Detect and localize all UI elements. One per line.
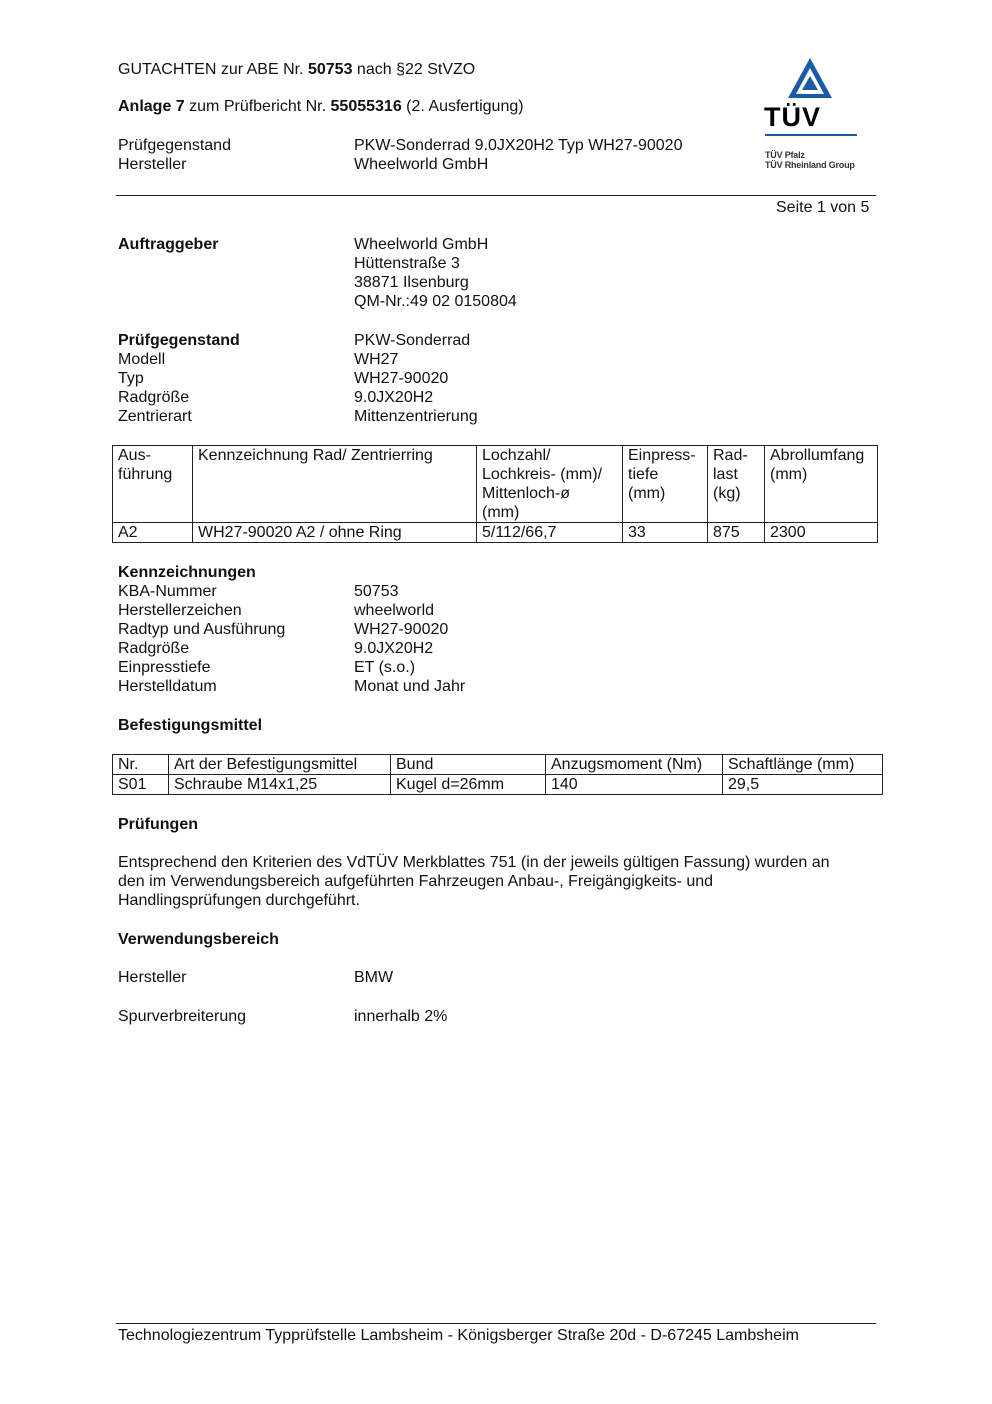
pg-label-2: Typ <box>118 370 144 387</box>
auftraggeber-label: Auftraggeber <box>118 236 219 253</box>
tuv-logo-sub1: TÜV Pfalz <box>765 150 805 160</box>
pg-label-4: Zentrierart <box>118 408 192 425</box>
header-hersteller-value: Wheelworld GmbH <box>354 156 489 173</box>
kz-label-3: Radgröße <box>118 640 190 657</box>
header-pruefgegenstand-label: Prüfgegenstand <box>118 137 231 154</box>
kz-label-4: Einpresstiefe <box>118 659 211 676</box>
pg-value-0: PKW-Sonderrad <box>354 332 471 349</box>
vb-spur-label: Spurverbreiterung <box>118 1008 247 1025</box>
verwendungsbereich-title: Verwendungsbereich <box>118 931 279 948</box>
kz-value-5: Monat und Jahr <box>354 678 466 695</box>
wheel-table <box>112 445 878 543</box>
kz-value-2: WH27-90020 <box>354 621 449 638</box>
pg-value-4: Mittenzentrierung <box>354 408 478 425</box>
wheel-th-kennzeichnung: Kennzeichnung Rad/ Zentrierring <box>193 446 477 523</box>
wheel-th-abrollumfang: Abrollumfang (mm) <box>765 446 878 523</box>
vb-hersteller-value: BMW <box>354 969 394 986</box>
tuv-logo <box>762 56 862 176</box>
header-line-1: GUTACHTEN zur ABE Nr. 50753 nach §22 StVZO <box>118 61 476 78</box>
auftraggeber-line-3: 38871 Ilsenburg <box>354 274 469 291</box>
bef-th: Bund <box>391 755 546 775</box>
kz-value-1: wheelworld <box>354 602 435 619</box>
pruefungen-line-3: Handlingsprüfungen durchgeführt. <box>118 892 360 909</box>
kennzeichnungen-title: Kennzeichnungen <box>118 564 256 581</box>
bef-cell: 140 <box>546 775 723 795</box>
tuv-logo-sub2: TÜV Rheinland Group <box>765 160 855 170</box>
wheel-th-radlast: Rad- last (kg) <box>708 446 765 523</box>
header-pruefgegenstand-value: PKW-Sonderrad 9.0JX20H2 Typ WH27-90020 <box>354 137 683 154</box>
befestigung-table-header <box>113 755 883 775</box>
pg-value-3: 9.0JX20H2 <box>354 389 434 406</box>
bef-th: Schaftlänge (mm) <box>723 755 883 775</box>
wheel-th-ausfuehrung: Aus- führung <box>113 446 193 523</box>
page-number: Seite 1 von 5 <box>776 199 870 216</box>
wheel-cell: 2300 <box>765 523 878 543</box>
tuv-logo-text: TÜV <box>764 102 821 132</box>
bef-th: Nr. <box>113 755 169 775</box>
vb-hersteller-label: Hersteller <box>118 969 187 986</box>
pg-value-2: WH27-90020 <box>354 370 449 387</box>
wheel-th-lochzahl: Lochzahl/ Lochkreis- (mm)/ Mittenloch-ø (mm) <box>477 446 623 523</box>
befestigung-table-row <box>113 775 883 795</box>
pruefungen-line-2: den im Verwendungsbereich aufgeführten Fahrzeugen Anbau-, Freigängigkeits- und <box>118 873 714 890</box>
auftraggeber-line-1: Wheelworld GmbH <box>354 236 489 253</box>
pruefungen-title: Prüfungen <box>118 816 198 833</box>
header-hersteller-label: Hersteller <box>118 156 187 173</box>
kz-label-0: KBA-Nummer <box>118 583 217 600</box>
vb-spur-value: innerhalb 2% <box>354 1008 448 1025</box>
kz-value-0: 50753 <box>354 583 399 600</box>
header-line-2: Anlage 7 zum Prüfbericht Nr. 55055316 (2. Ausfertigung) <box>118 98 524 115</box>
pg-label-3: Radgröße <box>118 389 190 406</box>
wheel-cell: WH27-90020 A2 / ohne Ring <box>193 523 477 543</box>
footer-divider <box>116 1323 876 1324</box>
befestigung-title: Befestigungsmittel <box>118 717 263 734</box>
tuv-triangle-icon <box>786 56 834 100</box>
footer-text: Technologiezentrum Typprüfstelle Lambsheim - Königsberger Straße 20d - D-67245 Lambsheim <box>118 1327 799 1344</box>
bef-th: Art der Befestigungsmittel <box>169 755 391 775</box>
pruefungen-line-1: Entsprechend den Kriterien des VdTÜV Merkblattes 751 (in der jeweils gültigen Fassung) wurden an <box>118 854 830 871</box>
bef-cell: Kugel d=26mm <box>391 775 546 795</box>
wheel-cell: 33 <box>623 523 708 543</box>
tuv-logo-bar <box>765 134 857 136</box>
pg-label-0: Prüfgegenstand <box>118 332 240 349</box>
wheel-cell: A2 <box>113 523 193 543</box>
wheel-cell: 5/112/66,7 <box>477 523 623 543</box>
kz-value-4: ET (s.o.) <box>354 659 416 676</box>
wheel-table-header <box>113 446 878 523</box>
pg-label-1: Modell <box>118 351 166 368</box>
befestigung-table <box>112 754 883 795</box>
wheel-th-einpresstiefe: Einpress- tiefe (mm) <box>623 446 708 523</box>
wheel-table-row <box>113 523 878 543</box>
bef-cell: S01 <box>113 775 169 795</box>
bef-cell: Schraube M14x1,25 <box>169 775 391 795</box>
kz-value-3: 9.0JX20H2 <box>354 640 434 657</box>
bef-cell: 29,5 <box>723 775 883 795</box>
auftraggeber-line-2: Hüttenstraße 3 <box>354 255 460 272</box>
kz-label-2: Radtyp und Ausführung <box>118 621 286 638</box>
bef-th: Anzugsmoment (Nm) <box>546 755 723 775</box>
header-divider <box>116 195 876 196</box>
auftraggeber-line-4: QM-Nr.:49 02 0150804 <box>354 293 517 310</box>
kz-label-1: Herstellerzeichen <box>118 602 242 619</box>
pg-value-1: WH27 <box>354 351 399 368</box>
wheel-cell: 875 <box>708 523 765 543</box>
kz-label-5: Herstelldatum <box>118 678 217 695</box>
